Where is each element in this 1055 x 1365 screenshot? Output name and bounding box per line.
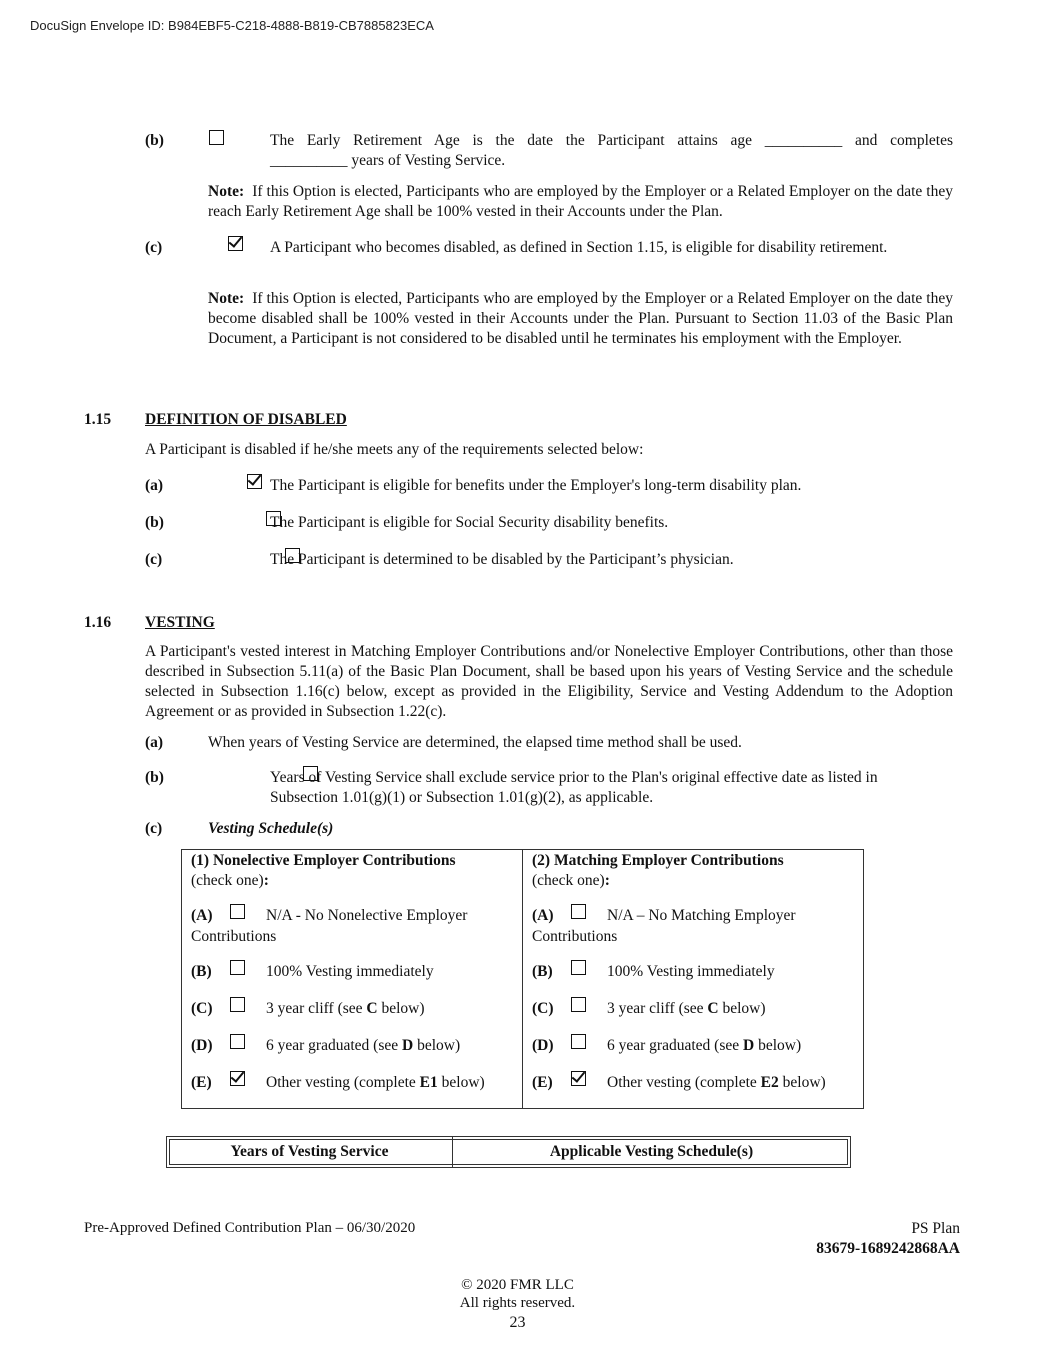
option-text-cont: Contributions xyxy=(532,928,618,945)
option-label: (c) xyxy=(145,820,163,837)
option-text: The Participant is eligible for benefits under the Employer's long-term disability plan. xyxy=(270,477,802,494)
option-text: N/A - No Nonelective Employer xyxy=(266,907,468,924)
footer-right xyxy=(816,1219,960,1259)
option-text: 6 year graduated (see D below) xyxy=(266,1037,461,1054)
checkbox-col2-E[interactable] xyxy=(571,1071,586,1086)
option-label: (a) xyxy=(145,477,164,494)
note-text: If this Option is elected, Participants who are employed by the Employer or a Related Employer on the date they become disabled shall be 100% vested in their Accounts under the Plan. Pursuant to Section 11.03 of the Basic Plan Document, a Participant is not considered to be disabled until he terminates his employment with the Employer. xyxy=(208,290,953,347)
option-text: N/A – No Matching Employer xyxy=(607,907,796,924)
footer-plan-type: PS Plan xyxy=(911,1220,960,1237)
option-label: (b) xyxy=(145,132,164,149)
option-label: (A) xyxy=(191,907,213,924)
checkbox-disability-retirement[interactable] xyxy=(228,236,243,251)
colon: : xyxy=(263,872,269,889)
envelope-id: DocuSign Envelope ID: B984EBF5-C218-4888-B819-CB7885823ECA xyxy=(30,18,434,33)
vesting-option xyxy=(532,1036,855,1073)
years-vesting-table xyxy=(166,1136,851,1168)
option-text: When years of Vesting Service are determined, the elapsed time method shall be used. xyxy=(208,734,742,751)
check-one: (check one) xyxy=(532,872,605,889)
option-label: (b) xyxy=(145,769,164,786)
checkbox-early-retirement[interactable] xyxy=(209,130,224,145)
checkbox-col1-E[interactable] xyxy=(230,1071,245,1086)
vesting-option xyxy=(532,906,855,962)
footer-copyright: © 2020 FMR LLC xyxy=(461,1277,574,1293)
early-retirement-line2: __________ years of Vesting Service. xyxy=(270,152,506,169)
checkbox-col2-A[interactable] xyxy=(571,904,586,919)
disability-retirement-text: A Participant who becomes disabled, as defined in Section 1.15, is eligible for disability retirement. xyxy=(270,239,888,256)
option-label: (C) xyxy=(532,1000,554,1017)
option-text: 3 year cliff (see C below) xyxy=(607,1000,766,1017)
checkbox-col2-B[interactable] xyxy=(571,960,586,975)
check-one: (check one) xyxy=(191,872,264,889)
section-title: VESTING xyxy=(145,614,215,631)
footer-plan-name: Pre-Approved Defined Contribution Plan – 06/30/2020 xyxy=(84,1220,416,1236)
checkbox-col2-D[interactable] xyxy=(571,1034,586,1049)
years-vesting-header: Years of Vesting Service xyxy=(167,1137,453,1168)
column-header xyxy=(532,850,855,906)
option-label: (A) xyxy=(532,907,554,924)
option-text: 100% Vesting immediately xyxy=(266,963,434,980)
footer-rights: All rights reserved. xyxy=(459,1295,576,1311)
section-number: 1.16 xyxy=(84,614,112,631)
option-label: (E) xyxy=(532,1074,553,1091)
section-intro: A Participant's vested interest in Matching Employer Contributions and/or Nonelective Employer Contributions, other than those described in Subsection 5.11(a) of the Basic Plan Document, shall be based upon his years of Vesting Service and the schedule selected in Subsection 1.16(c) below, except as provided in the Eligibility, Service and Vesting Addendum to the Adoption Agreement or as provided in Subsection 1.22(c). xyxy=(145,643,953,720)
option-label: (a) xyxy=(145,734,164,751)
checkbox-col1-C[interactable] xyxy=(230,997,245,1012)
section-title: DEFINITION OF DISABLED xyxy=(145,411,347,428)
option-text: 100% Vesting immediately xyxy=(607,963,775,980)
page-number: 23 xyxy=(509,1314,526,1331)
footer-plan-number: 83679-1689242868AA xyxy=(816,1240,960,1257)
option-text: The Participant is determined to be disabled by the Participant’s physician. xyxy=(270,551,734,568)
option-label: (B) xyxy=(532,963,553,980)
vesting-option xyxy=(191,999,514,1036)
note-text: If this Option is elected, Participants who are employed by the Employer or a Related Employer on the date they reach Early Retirement Age shall be 100% vested in their Accounts under the Plan. xyxy=(208,183,953,220)
vesting-schedule-title: Vesting Schedule(s) xyxy=(208,820,334,837)
colon: : xyxy=(604,872,610,889)
option-label: (C) xyxy=(191,1000,213,1017)
option-text-line1: Years of Vesting Service shall exclude service prior to the Plan's original effective date as listed in xyxy=(270,769,878,786)
early-retirement-text xyxy=(270,131,953,171)
vesting-option xyxy=(191,906,514,962)
option-label: (b) xyxy=(145,514,164,531)
note-disability xyxy=(208,289,953,349)
note-label: Note: xyxy=(208,183,245,200)
option-text: 3 year cliff (see C below) xyxy=(266,1000,425,1017)
option-text-cont: Contributions xyxy=(191,928,277,945)
matching-column xyxy=(523,850,864,1109)
section-number: 1.15 xyxy=(84,411,112,428)
option-text xyxy=(270,768,953,808)
applicable-schedule-header: Applicable Vesting Schedule(s) xyxy=(453,1137,851,1168)
option-label: (c) xyxy=(145,239,163,256)
checkbox-col1-A[interactable] xyxy=(230,904,245,919)
column-title: (2) Matching Employer Contributions xyxy=(532,852,784,869)
option-label: (E) xyxy=(191,1074,212,1091)
note-label: Note: xyxy=(208,290,245,307)
checkbox-col2-C[interactable] xyxy=(571,997,586,1012)
nonelective-column xyxy=(182,850,523,1109)
vesting-schedule-table xyxy=(181,849,864,1109)
checkbox-col1-D[interactable] xyxy=(230,1034,245,1049)
column-title: (1) Nonelective Employer Contributions xyxy=(191,852,456,869)
option-label: (D) xyxy=(532,1037,554,1054)
vesting-option xyxy=(532,999,855,1036)
option-text: The Participant is eligible for Social Security disability benefits. xyxy=(270,514,669,531)
vesting-option xyxy=(532,962,855,999)
option-label: (D) xyxy=(191,1037,213,1054)
option-label: (B) xyxy=(191,963,212,980)
column-header xyxy=(191,850,514,906)
vesting-option xyxy=(191,1073,514,1108)
option-label: (c) xyxy=(145,551,163,568)
vesting-option xyxy=(532,1073,855,1108)
checkbox-col1-B[interactable] xyxy=(230,960,245,975)
early-retirement-line1: The Early Retirement Age is the date the Participant attains age __________ and completes xyxy=(270,132,953,149)
option-text: Other vesting (complete E2 below) xyxy=(607,1074,826,1091)
vesting-option xyxy=(191,1036,514,1073)
section-intro: A Participant is disabled if he/she meets any of the requirements selected below: xyxy=(145,441,644,458)
option-text-line2: Subsection 1.01(g)(1) or Subsection 1.01(g)(2), as applicable. xyxy=(270,789,654,806)
checkbox-ltd-plan[interactable] xyxy=(247,474,262,489)
option-text: Other vesting (complete E1 below) xyxy=(266,1074,485,1091)
option-text: 6 year graduated (see D below) xyxy=(607,1037,802,1054)
footer-center xyxy=(0,1276,1035,1332)
vesting-option xyxy=(191,962,514,999)
note-early xyxy=(208,182,953,222)
